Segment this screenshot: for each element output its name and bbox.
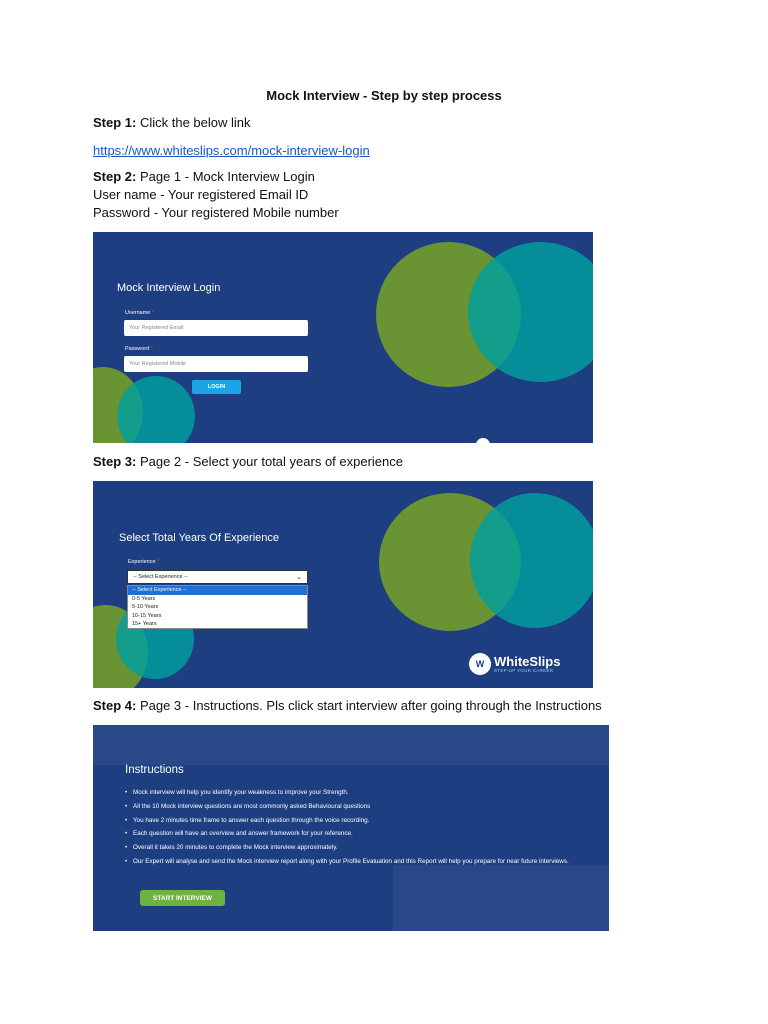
experience-options [127, 585, 308, 629]
instructions-list [133, 789, 588, 872]
whiteslips-logo [469, 653, 560, 675]
logo-name: WhiteSlips [494, 654, 561, 669]
step-2-text: Page 1 - Mock Interview Login [136, 169, 315, 184]
step-1-label: Step 1: [93, 115, 137, 130]
login-button[interactable]: LOGIN [192, 380, 241, 394]
experience-option[interactable]: 5-10 Years [132, 604, 159, 610]
step-1 [93, 114, 251, 132]
list-item: • All the 10 Mock interview questions are most commonly asked Behavioural questions [125, 803, 580, 810]
step-1-text: Click the below link [136, 115, 251, 130]
instructions-screenshot [93, 725, 609, 931]
decor-bar [393, 865, 609, 931]
experience-option[interactable]: 0-5 Years [132, 595, 156, 602]
experience-label: Experience * [128, 559, 160, 565]
login-screenshot [93, 232, 593, 443]
experience-option[interactable]: -- Select Experience -- [128, 586, 307, 595]
decor-dot [476, 438, 490, 443]
username-input[interactable]: Your Registered Email [124, 320, 308, 336]
experience-title: Select Total Years Of Experience [119, 532, 280, 544]
decor-circle [470, 493, 593, 628]
password-label: Password * [125, 346, 153, 352]
step-4 [93, 697, 602, 715]
list-item: • Mock interview will help you identify your weakness to improve your Strength. [125, 789, 580, 796]
decor-bar [93, 725, 609, 765]
step-3-label: Step 3: [93, 454, 137, 469]
list-item: • You have 2 minutes time frame to answer each question through the voice recording. [125, 817, 580, 824]
experience-select[interactable] [127, 570, 308, 584]
document-title: Mock Interview - Step by step process [266, 88, 502, 103]
list-item: • Each question will have an overview and answer framework for your reference. [125, 830, 580, 837]
step-3 [93, 453, 403, 471]
step-2 [93, 168, 315, 186]
step-2-password-note: Password - Your registered Mobile number [93, 205, 339, 220]
step-2-username-note: User name - Your registered Email ID [93, 187, 309, 202]
list-item: • Overall it takes 20 minutes to complete the Mock interview approximately. [125, 844, 580, 851]
password-input[interactable]: Your Registered Mobile [124, 356, 308, 372]
experience-option[interactable]: 15+ Years [132, 621, 157, 627]
chevron-down-icon: ⌄ [296, 573, 302, 581]
logo-icon: W [469, 653, 491, 675]
step-4-text: Page 3 - Instructions. Pls click start interview after going through the Instructions [136, 698, 602, 713]
username-label: Username * [125, 310, 155, 316]
list-item: • Our Expert will analyse and send the Mock interview report along with your Profile Evaluation and this Report will help you prepare for near future interviews. [125, 858, 580, 865]
decor-circle [117, 376, 195, 443]
logo-tagline: STEP-UP YOUR CAREER [494, 668, 554, 673]
start-interview-button[interactable]: START INTERVIEW [140, 890, 225, 906]
instructions-title: Instructions [125, 764, 184, 776]
experience-option[interactable]: 10-15 Years [132, 612, 162, 619]
step-4-label: Step 4: [93, 698, 137, 713]
experience-screenshot [93, 481, 593, 688]
login-link[interactable]: https://www.whiteslips.com/mock-interview-login [93, 143, 370, 158]
step-1-link-line [93, 142, 370, 160]
step-2-label: Step 2: [93, 169, 137, 184]
experience-selected-value: -- Select Experience -- [133, 574, 188, 580]
login-title: Mock Interview Login [117, 282, 221, 294]
step-3-text: Page 2 - Select your total years of experience [136, 454, 403, 469]
